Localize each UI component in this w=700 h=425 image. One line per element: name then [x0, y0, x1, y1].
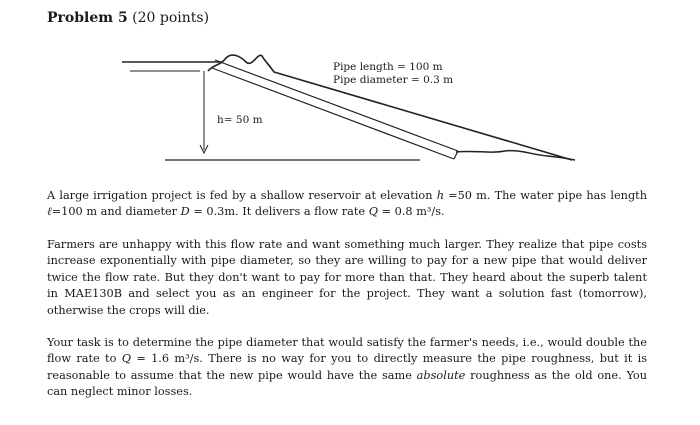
var-q: Q	[368, 205, 378, 219]
pipe-diameter-label: Pipe diameter = 0.3 m	[333, 74, 454, 86]
problem-points: (20 points)	[132, 10, 210, 26]
problem-paragraph-1: A large irrigation project is fed by a shallow reservoir at elevation h =50 m. The water pipe has length ℓ=100 m and diameter D = 0.3m. It delivers a flow rate Q = 0.8 m³/s.	[47, 189, 648, 219]
reservoir-pipe-diagram	[0, 0, 700, 180]
var-h: h	[436, 189, 444, 202]
problem-number: Problem 5	[47, 10, 128, 26]
var-d: D	[180, 205, 190, 219]
problem-paragraph-3: Your task is to determine the pipe diameter that would satisfy the farmer's needs, i.e., would double the flow rate to Q = 1.6 m³/s. There is no way for you to directly measure the pipe roughness, but it is reasonable to assume that the new pipe would have the same absolute roughness as the old one. You can neglect minor losses.	[47, 336, 648, 399]
var-l: ℓ	[47, 205, 52, 219]
pipe-length-label: Pipe length = 100 m	[333, 61, 443, 73]
height-arrow	[200, 71, 208, 153]
problem-paragraph-2: Farmers are unhappy with this flow rate and want something much larger. They realize that pipe costs increase exponentially with pipe diameter, so they are willing to pay for a new pipe that would deliver twice the flow rate. But they don't want to pay for more than that. They heard about the superb talent in MAE130B and select you as an engineer for the project. They want a solution fast (tomorrow), otherwise the crops will die.	[47, 238, 647, 317]
emphasis-absolute: absolute	[416, 368, 466, 382]
height-label: h= 50 m	[217, 114, 263, 126]
var-q: Q	[121, 352, 131, 366]
